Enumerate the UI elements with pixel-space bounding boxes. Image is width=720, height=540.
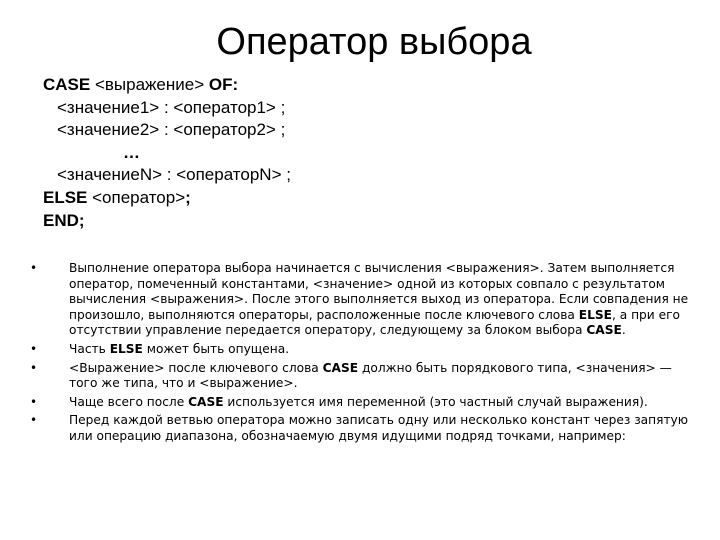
- keyword-else: ELSE: [109, 341, 143, 356]
- bullet-icon: •: [30, 341, 38, 356]
- bullet-text: .: [621, 323, 626, 338]
- code-block: [43, 74, 683, 232]
- keyword-case: CASE: [586, 323, 622, 338]
- keyword-of: OF:: [208, 75, 239, 94]
- code-else-operator: <оператор>: [87, 187, 186, 207]
- bullet-text: Перед каждой ветвью оператора можно записать одну или несколько констант через запятую или операцию диапазона, обозначаемую двумя идущими подряд точками, например:: [69, 413, 689, 443]
- code-line-else: [43, 187, 683, 210]
- bullet-text: может быть опущена.: [142, 341, 290, 356]
- code-line-branch-2: <значение2> : <оператор2> ;: [57, 120, 286, 140]
- bullet-text: Выполнение оператора выбора начинается с вычисления <выражения>. Затем выполняется оператор, помеченный константами, <значение> одной из которых совпало с результатом вычисления <выражения>. После этого выполняется выход из оператора. Если совпадения не произошло, выполняются операторы, расположенные после ключевого слова: [69, 261, 689, 322]
- code-semicolon: ;: [185, 187, 191, 207]
- keyword-case: CASE: [188, 394, 224, 409]
- bullet-list: [30, 261, 690, 448]
- bullet-item: [30, 342, 690, 358]
- bullet-item: [30, 261, 690, 339]
- bullet-text: Чаще всего после: [69, 394, 189, 409]
- bullet-icon: •: [30, 394, 38, 409]
- slide-title: Оператор выбора: [216, 21, 532, 63]
- code-line-ellipsis: …: [123, 142, 140, 162]
- bullet-icon: •: [30, 261, 38, 275]
- code-line-case: [43, 74, 683, 97]
- code-expression: <выражение>: [90, 75, 209, 94]
- bullet-text: используется имя переменной (это частный случай выражения).: [223, 394, 648, 409]
- keyword-else: ELSE: [43, 187, 88, 207]
- code-line-branch-1: <значение1> : <оператор1> ;: [57, 97, 286, 117]
- bullet-item: [30, 395, 690, 411]
- keyword-case: CASE: [322, 360, 359, 375]
- bullet-text: Часть: [69, 341, 110, 356]
- code-line-end: END;: [43, 210, 85, 230]
- bullet-text: должно быть порядкового типа, <значения> — того же типа, что и <выражение>.: [69, 360, 672, 391]
- code-line-branch-n: <значениеN> : <операторN> ;: [57, 165, 291, 185]
- bullet-item: [30, 361, 690, 392]
- bullet-icon: •: [30, 360, 38, 375]
- bullet-text: <Выражение> после ключевого слова: [69, 360, 323, 375]
- keyword-else: ELSE: [578, 307, 612, 322]
- keyword-case: CASE: [43, 75, 91, 94]
- bullet-text: , а при его отсутствии управление передается оператору, следующему за блоком выбора: [69, 307, 680, 338]
- bullet-item: [30, 413, 690, 444]
- bullet-icon: •: [30, 413, 38, 428]
